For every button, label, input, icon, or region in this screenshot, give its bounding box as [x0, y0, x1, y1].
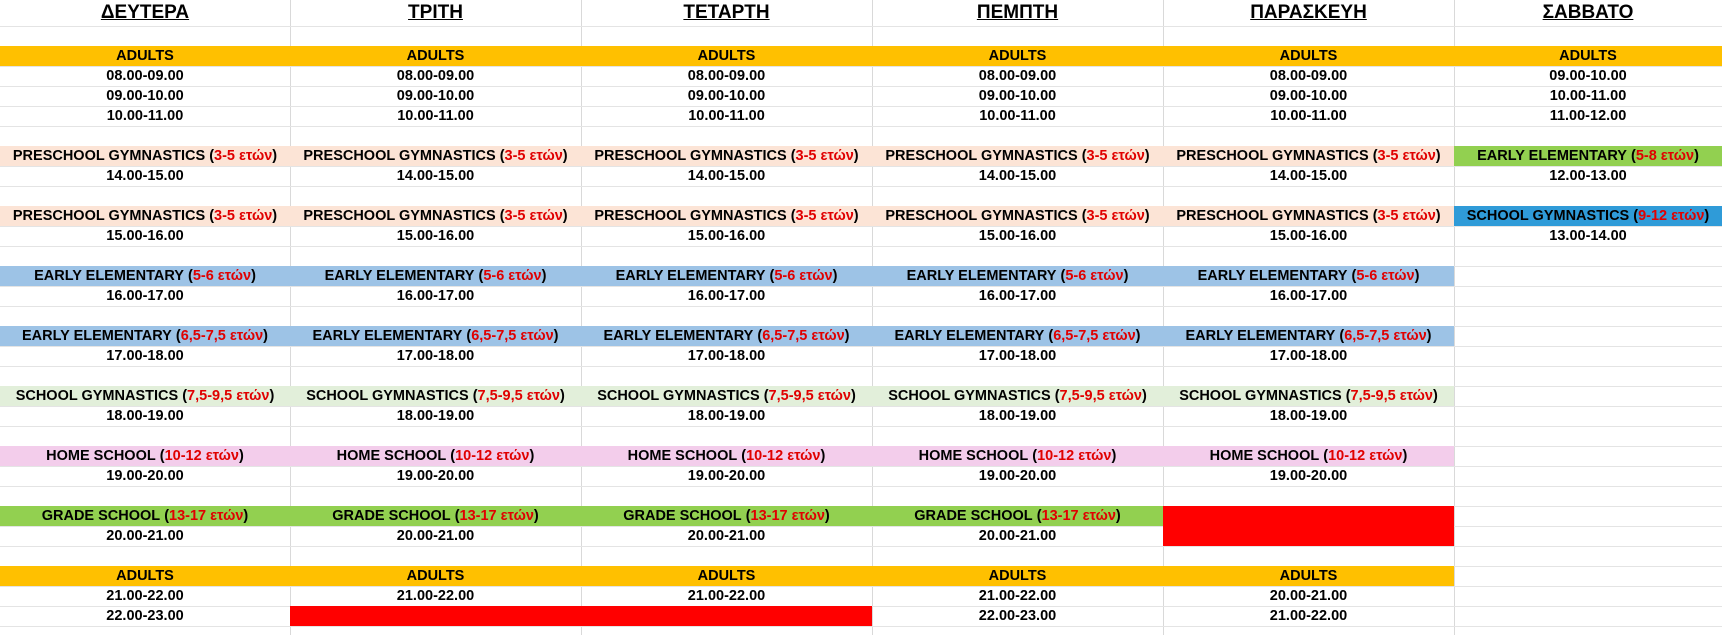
time-slot: 15.00-16.00 — [687, 228, 766, 244]
paren: ( — [1036, 508, 1042, 524]
class-label — [290, 266, 581, 286]
day-header: ΔΕΥΤΕΡΑ — [100, 2, 190, 23]
time-slot: 16.00-17.00 — [396, 288, 475, 304]
class-name: PRESCHOOL GYMNASTICS — [885, 208, 1078, 224]
class-name: EARLY ELEMENTARY — [312, 328, 463, 344]
time-slot: 15.00-16.00 — [396, 228, 475, 244]
grid-row-line — [0, 246, 1722, 247]
paren: ) — [1435, 148, 1441, 164]
class-label — [290, 506, 581, 526]
class-label — [581, 386, 872, 406]
time-slot: 10.00-11.00 — [979, 108, 1056, 124]
class-label — [290, 146, 581, 166]
paren: ( — [175, 328, 181, 344]
grid-row-line — [0, 186, 1722, 187]
age-range: 5-6 ετών — [774, 268, 833, 284]
class-name: SCHOOL GYMNASTICS — [1179, 388, 1342, 404]
time-slot: 15.00-16.00 — [1269, 228, 1348, 244]
class-label — [290, 446, 581, 466]
class-name: PRESCHOOL GYMNASTICS — [303, 208, 496, 224]
paren: ) — [553, 328, 559, 344]
time-slot: 18.00-19.00 — [396, 408, 475, 424]
paren: ( — [1372, 148, 1378, 164]
time-slot: 17.00-18.00 — [1269, 348, 1348, 364]
day-header: ΠΑΡΑΣΚΕΥΗ — [1250, 2, 1367, 23]
paren: ) — [529, 448, 535, 464]
age-range: 6,5-7,5 ετών — [471, 328, 554, 344]
time-slot: 16.00-17.00 — [687, 288, 766, 304]
paren: ( — [1081, 208, 1087, 224]
class-name: EARLY ELEMENTARY — [603, 328, 754, 344]
class-label — [290, 326, 581, 346]
age-range: 5-8 ετών — [1635, 148, 1695, 164]
class-name: HOME SCHOOL — [1209, 448, 1320, 464]
paren: ) — [1135, 328, 1141, 344]
class-label — [581, 146, 872, 166]
class-name: EARLY ELEMENTARY — [324, 268, 475, 284]
time-slot: 09.00-10.00 — [396, 88, 475, 104]
age-range: 7,5-9,5 ετών — [1350, 388, 1433, 404]
age-range: 3-5 ετών — [214, 208, 273, 224]
class-label — [1163, 326, 1454, 346]
time-slot: 09.00-10.00 — [1549, 68, 1627, 84]
class-label — [872, 506, 1163, 526]
grid-row-line — [0, 426, 1722, 427]
paren: ( — [450, 448, 456, 464]
age-range: 10-12 ετών — [455, 448, 530, 464]
paren: ( — [741, 448, 747, 464]
time-slot: 20.00-21.00 — [1269, 588, 1348, 604]
age-range: 10-12 ετών — [746, 448, 821, 464]
class-label — [1163, 266, 1454, 286]
class-label — [872, 146, 1163, 166]
class-name: ADULTS — [1279, 48, 1338, 64]
age-range: 10-12 ετών — [1037, 448, 1112, 464]
class-label — [872, 446, 1163, 466]
grid-row-line — [0, 626, 1722, 627]
paren: ( — [1339, 328, 1345, 344]
time-slot: 21.00-22.00 — [396, 588, 475, 604]
class-label — [0, 326, 290, 346]
class-name: SCHOOL GYMNASTICS — [888, 388, 1051, 404]
paren: ( — [1345, 388, 1351, 404]
age-range: 5-6 ετών — [483, 268, 542, 284]
age-range: 3-5 ετών — [504, 148, 563, 164]
age-range: 3-5 ετών — [795, 208, 854, 224]
paren: ) — [850, 388, 856, 404]
age-range: 3-5 ετών — [1377, 208, 1436, 224]
paren: ( — [466, 328, 472, 344]
paren: ( — [209, 148, 215, 164]
time-slot: 18.00-19.00 — [687, 408, 766, 424]
paren: ( — [478, 268, 484, 284]
class-label — [1163, 386, 1454, 406]
class-label — [1163, 566, 1454, 586]
age-range: 7,5-9,5 ετών — [187, 388, 270, 404]
class-name: ADULTS — [697, 48, 756, 64]
class-label — [1163, 446, 1454, 466]
grid-row-line — [0, 306, 1722, 307]
paren: ) — [541, 268, 547, 284]
class-label — [872, 386, 1163, 406]
class-label — [0, 446, 290, 466]
age-range: 3-5 ετών — [504, 208, 563, 224]
paren: ( — [763, 388, 769, 404]
class-label — [872, 326, 1163, 346]
time-slot: 18.00-19.00 — [978, 408, 1057, 424]
time-slot: 13.00-14.00 — [1549, 228, 1627, 244]
paren: ( — [454, 508, 460, 524]
paren: ) — [243, 508, 249, 524]
time-slot: 18.00-19.00 — [1269, 408, 1348, 424]
class-name: PRESCHOOL GYMNASTICS — [1176, 148, 1369, 164]
class-name: SCHOOL GYMNASTICS — [15, 388, 179, 404]
class-label — [0, 386, 290, 406]
time-slot: 16.00-17.00 — [1269, 288, 1348, 304]
day-header: ΤΡΙΤΗ — [408, 2, 463, 23]
class-name: HOME SCHOOL — [627, 448, 738, 464]
day-header: ΣΑΒΒΑΤΟ — [1542, 2, 1634, 23]
class-name: ADULTS — [1279, 568, 1338, 584]
time-slot: 19.00-20.00 — [978, 468, 1057, 484]
paren: ( — [499, 208, 505, 224]
paren: ( — [187, 268, 193, 284]
class-label — [1454, 146, 1722, 166]
class-label — [581, 266, 872, 286]
class-label — [872, 566, 1163, 586]
paren: ) — [562, 148, 568, 164]
class-label — [0, 46, 290, 66]
time-slot: 10.00-11.00 — [688, 108, 765, 124]
time-slot: 16.00-17.00 — [106, 288, 184, 304]
time-slot: 18.00-19.00 — [106, 408, 184, 424]
age-range: 6,5-7,5 ετών — [762, 328, 845, 344]
class-name: EARLY ELEMENTARY — [894, 328, 1045, 344]
paren: ) — [1402, 448, 1408, 464]
paren: ) — [251, 268, 256, 284]
time-slot: 10.00-11.00 — [106, 108, 184, 124]
age-range: 9-12 ετών — [1638, 208, 1705, 224]
time-slot: 22.00-23.00 — [978, 608, 1057, 624]
paren: ( — [472, 388, 478, 404]
age-range: 3-5 ετών — [1086, 148, 1145, 164]
grid-row-line — [0, 126, 1722, 127]
paren: ) — [1432, 388, 1438, 404]
age-range: 10-12 ετών — [1328, 448, 1403, 464]
class-label — [581, 506, 872, 526]
paren: ) — [533, 508, 539, 524]
time-slot: 08.00-09.00 — [106, 68, 184, 84]
class-name: ADULTS — [406, 568, 465, 584]
time-slot: 10.00-11.00 — [1549, 88, 1627, 104]
time-slot: 11.00-12.00 — [1549, 108, 1627, 124]
paren: ) — [263, 328, 268, 344]
class-name: HOME SCHOOL — [918, 448, 1029, 464]
paren: ( — [159, 448, 165, 464]
time-slot: 15.00-16.00 — [978, 228, 1057, 244]
time-slot: 20.00-21.00 — [687, 528, 766, 544]
class-name: GRADE SCHOOL — [914, 508, 1033, 524]
class-label — [581, 206, 872, 226]
time-slot: 19.00-20.00 — [687, 468, 766, 484]
class-label — [1454, 46, 1722, 66]
class-name: SCHOOL GYMNASTICS — [1466, 208, 1630, 224]
class-name: HOME SCHOOL — [336, 448, 447, 464]
class-name: PRESCHOOL GYMNASTICS — [303, 148, 496, 164]
class-label — [290, 206, 581, 226]
time-slot: 22.00-23.00 — [106, 608, 184, 624]
paren: ( — [164, 508, 170, 524]
class-label — [0, 566, 290, 586]
paren: ) — [1144, 208, 1150, 224]
class-label — [1454, 206, 1722, 226]
age-range: 7,5-9,5 ετών — [1059, 388, 1142, 404]
class-name: ADULTS — [406, 48, 465, 64]
paren: ) — [820, 448, 826, 464]
grid-row-line — [0, 366, 1722, 367]
class-name: PRESCHOOL GYMNASTICS — [12, 148, 206, 164]
time-slot: 15.00-16.00 — [106, 228, 184, 244]
time-slot: 19.00-20.00 — [396, 468, 475, 484]
paren: ) — [1115, 508, 1121, 524]
time-slot: 09.00-10.00 — [1269, 88, 1348, 104]
grid-row-line — [0, 26, 1722, 27]
paren: ( — [1630, 148, 1636, 164]
paren: ) — [1435, 208, 1441, 224]
paren: ) — [1414, 268, 1420, 284]
class-label — [1163, 146, 1454, 166]
paren: ) — [272, 148, 278, 164]
class-label — [581, 566, 872, 586]
class-name: EARLY ELEMENTARY — [1477, 148, 1627, 164]
time-slot: 20.00-21.00 — [106, 528, 184, 544]
class-name: ADULTS — [1559, 48, 1617, 64]
age-range: 3-5 ετών — [795, 148, 854, 164]
paren: ) — [1694, 148, 1699, 164]
paren: ) — [1144, 148, 1150, 164]
paren: ( — [1081, 148, 1087, 164]
paren: ) — [832, 268, 838, 284]
class-label — [872, 46, 1163, 66]
day-header: ΠΕΜΠΤΗ — [976, 2, 1059, 23]
class-name: EARLY ELEMENTARY — [21, 328, 172, 344]
time-slot: 08.00-09.00 — [978, 68, 1057, 84]
time-slot: 08.00-09.00 — [396, 68, 475, 84]
time-slot: 09.00-10.00 — [106, 88, 184, 104]
class-name: ADULTS — [988, 568, 1047, 584]
time-slot: 17.00-18.00 — [396, 348, 475, 364]
class-name: EARLY ELEMENTARY — [615, 268, 766, 284]
time-slot: 09.00-10.00 — [978, 88, 1057, 104]
paren: ( — [1060, 268, 1066, 284]
class-name: PRESCHOOL GYMNASTICS — [594, 148, 787, 164]
paren: ( — [1032, 448, 1038, 464]
class-name: EARLY ELEMENTARY — [1197, 268, 1348, 284]
time-slot: 14.00-15.00 — [1269, 168, 1348, 184]
class-label — [290, 46, 581, 66]
class-label — [0, 146, 290, 166]
paren: ( — [1054, 388, 1060, 404]
class-label — [0, 206, 290, 226]
time-slot: 21.00-22.00 — [687, 588, 766, 604]
time-slot: 14.00-15.00 — [106, 168, 184, 184]
age-range: 7,5-9,5 ετών — [477, 388, 560, 404]
time-slot: 17.00-18.00 — [106, 348, 184, 364]
grid-row-line — [0, 486, 1722, 487]
class-name: PRESCHOOL GYMNASTICS — [12, 208, 206, 224]
class-name: GRADE SCHOOL — [41, 508, 161, 524]
age-range: 5-6 ετών — [1356, 268, 1415, 284]
class-name: ADULTS — [988, 48, 1047, 64]
paren: ) — [1123, 268, 1129, 284]
time-slot: 19.00-20.00 — [1269, 468, 1348, 484]
time-slot: 20.00-21.00 — [978, 528, 1057, 544]
class-label — [290, 566, 581, 586]
time-slot: 21.00-22.00 — [106, 588, 184, 604]
paren: ( — [209, 208, 215, 224]
time-slot: 17.00-18.00 — [978, 348, 1057, 364]
age-range: 3-5 ετών — [1086, 208, 1145, 224]
paren: ( — [745, 508, 751, 524]
class-name: HOME SCHOOL — [46, 448, 156, 464]
time-slot: 08.00-09.00 — [1269, 68, 1348, 84]
paren: ) — [1111, 448, 1117, 464]
age-range: 13-17 ετών — [750, 508, 825, 524]
time-slot: 08.00-09.00 — [687, 68, 766, 84]
age-range: 6,5-7,5 ετών — [1053, 328, 1136, 344]
paren: ( — [1351, 268, 1357, 284]
time-slot: 21.00-22.00 — [978, 588, 1057, 604]
age-range: 3-5 ετών — [1377, 148, 1436, 164]
paren: ) — [238, 448, 244, 464]
age-range: 13-17 ετών — [169, 508, 244, 524]
paren: ( — [790, 208, 796, 224]
time-slot: 09.00-10.00 — [687, 88, 766, 104]
paren: ) — [824, 508, 830, 524]
paren: ( — [769, 268, 775, 284]
class-name: EARLY ELEMENTARY — [906, 268, 1057, 284]
age-range: 13-17 ετών — [459, 508, 534, 524]
class-name: GRADE SCHOOL — [623, 508, 742, 524]
paren: ) — [844, 328, 850, 344]
class-label — [0, 506, 290, 526]
grid-row-line — [0, 546, 1722, 547]
class-label — [1163, 46, 1454, 66]
time-slot: 14.00-15.00 — [978, 168, 1057, 184]
class-label — [581, 446, 872, 466]
time-slot: 14.00-15.00 — [396, 168, 475, 184]
paren: ) — [853, 148, 859, 164]
paren: ) — [1141, 388, 1147, 404]
time-slot: 12.00-13.00 — [1549, 168, 1627, 184]
age-range: 3-5 ετών — [214, 148, 273, 164]
paren: ) — [1704, 208, 1710, 224]
paren: ) — [1426, 328, 1432, 344]
class-name: ADULTS — [697, 568, 756, 584]
age-range: 7,5-9,5 ετών — [768, 388, 851, 404]
class-label — [290, 386, 581, 406]
class-label — [1163, 206, 1454, 226]
class-label — [872, 206, 1163, 226]
paren: ( — [499, 148, 505, 164]
class-label — [0, 266, 290, 286]
time-slot: 10.00-11.00 — [1270, 108, 1347, 124]
paren: ( — [1048, 328, 1054, 344]
paren: ( — [1633, 208, 1639, 224]
time-slot: 14.00-15.00 — [687, 168, 766, 184]
blocked-slot — [290, 606, 872, 626]
age-range: 6,5-7,5 ετών — [180, 328, 264, 344]
paren: ) — [853, 208, 859, 224]
paren: ) — [269, 388, 275, 404]
time-slot: 10.00-11.00 — [397, 108, 474, 124]
class-name: PRESCHOOL GYMNASTICS — [885, 148, 1078, 164]
class-label — [872, 266, 1163, 286]
class-name: ADULTS — [116, 568, 174, 584]
class-name: SCHOOL GYMNASTICS — [306, 388, 469, 404]
class-name: GRADE SCHOOL — [332, 508, 451, 524]
time-slot: 21.00-22.00 — [1269, 608, 1348, 624]
class-label — [581, 326, 872, 346]
class-name: ADULTS — [116, 48, 174, 64]
class-name: EARLY ELEMENTARY — [1185, 328, 1336, 344]
blocked-slot — [1163, 506, 1454, 546]
paren: ( — [182, 388, 188, 404]
age-range: 13-17 ετών — [1041, 508, 1116, 524]
age-range: 6,5-7,5 ετών — [1344, 328, 1427, 344]
paren: ( — [790, 148, 796, 164]
paren: ( — [1323, 448, 1329, 464]
class-name: SCHOOL GYMNASTICS — [597, 388, 760, 404]
time-slot: 19.00-20.00 — [106, 468, 184, 484]
class-name: EARLY ELEMENTARY — [34, 268, 184, 284]
paren: ( — [1372, 208, 1378, 224]
age-range: 5-6 ετών — [192, 268, 252, 284]
paren: ) — [559, 388, 565, 404]
paren: ) — [562, 208, 568, 224]
time-slot: 20.00-21.00 — [396, 528, 475, 544]
class-name: PRESCHOOL GYMNASTICS — [1176, 208, 1369, 224]
age-range: 5-6 ετών — [1065, 268, 1124, 284]
day-header: ΤΕΤΑΡΤΗ — [683, 2, 770, 23]
time-slot: 16.00-17.00 — [978, 288, 1057, 304]
class-label — [581, 46, 872, 66]
paren: ( — [757, 328, 763, 344]
time-slot: 17.00-18.00 — [687, 348, 766, 364]
class-name: PRESCHOOL GYMNASTICS — [594, 208, 787, 224]
age-range: 10-12 ετών — [164, 448, 239, 464]
paren: ) — [272, 208, 278, 224]
